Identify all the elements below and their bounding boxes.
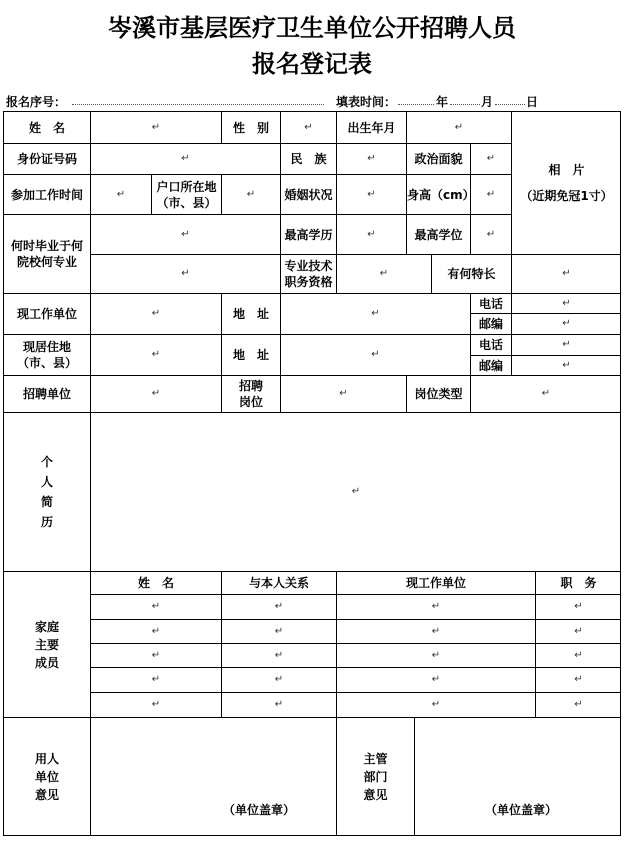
year-label: 年: [436, 95, 449, 109]
family-relation-header: 与本人关系: [221, 571, 336, 594]
form-subtitle: 报名登记表: [252, 50, 372, 78]
gender-label: 性 别: [221, 111, 280, 143]
work-start-field[interactable]: ↵: [90, 174, 151, 214]
post-type-field[interactable]: ↵: [470, 375, 621, 412]
family-member-unit-field[interactable]: ↵: [336, 692, 535, 717]
residence-postcode-field[interactable]: ↵: [511, 355, 621, 375]
family-member-relation-field[interactable]: ↵: [221, 643, 336, 667]
family-member-relation-field[interactable]: ↵: [221, 692, 336, 717]
employer-seal-label: （单位盖章）: [223, 803, 296, 817]
hukou-field[interactable]: ↵: [221, 174, 280, 214]
family-member-name-field[interactable]: ↵: [90, 667, 221, 692]
authority-opinion-field[interactable]: [414, 717, 621, 836]
family-member-relation-field[interactable]: ↵: [221, 619, 336, 643]
gender-field[interactable]: ↵: [280, 111, 336, 143]
name-field[interactable]: ↵: [90, 111, 221, 143]
family-member-unit-field[interactable]: ↵: [336, 594, 535, 619]
work-start-label: 参加工作时间: [3, 174, 90, 214]
ethnicity-field[interactable]: ↵: [336, 143, 406, 174]
photo-box[interactable]: [511, 111, 621, 254]
residence-phone-field[interactable]: ↵: [511, 334, 621, 355]
month-label: 月: [481, 95, 494, 109]
form-title: 岑溪市基层医疗卫生单位公开招聘人员: [108, 14, 516, 42]
recruit-unit-field[interactable]: ↵: [90, 375, 221, 412]
family-member-name-field[interactable]: ↵: [90, 594, 221, 619]
family-member-duty-field[interactable]: ↵: [535, 692, 621, 717]
authority-seal-label: （单位盖章）: [485, 803, 558, 817]
fill-time-day-field[interactable]: [495, 104, 525, 105]
degree-field[interactable]: ↵: [470, 214, 511, 254]
day-label: 日: [526, 95, 539, 109]
family-name-header: 姓 名: [90, 571, 221, 594]
tech-title-field[interactable]: ↵: [336, 254, 431, 293]
residence-field[interactable]: ↵: [90, 334, 221, 375]
authority-opinion-label: 主管部门意见: [336, 717, 414, 836]
serial-field[interactable]: [72, 104, 324, 105]
residence-label: 现居住地 （市、县）: [3, 334, 90, 375]
ethnicity-label: 民 族: [280, 143, 336, 174]
unit-postcode-field[interactable]: ↵: [511, 313, 621, 334]
residence-address-label: 地 址: [221, 334, 280, 375]
unit-address-field[interactable]: ↵: [280, 293, 470, 334]
post-type-label: 岗位类型: [406, 375, 470, 412]
photo-label: 相 片: [548, 163, 585, 177]
current-unit-label: 现工作单位: [3, 293, 90, 334]
employer-opinion-field[interactable]: [90, 717, 336, 836]
birth-field[interactable]: ↵: [406, 111, 511, 143]
education-label: 最高学历: [280, 214, 336, 254]
fill-time-month-field[interactable]: [450, 104, 480, 105]
family-member-duty-field[interactable]: ↵: [535, 667, 621, 692]
employer-opinion-label: 用人单位意见: [3, 717, 90, 836]
education-field[interactable]: ↵: [336, 214, 406, 254]
fill-time-label: 填表时间：: [336, 95, 397, 109]
recruit-post-label: 招聘 岗位: [221, 375, 280, 412]
graduation-major-field[interactable]: ↵: [90, 254, 280, 293]
family-member-unit-field[interactable]: ↵: [336, 643, 535, 667]
hukou-label: 户口所在地 （市、县）: [151, 174, 221, 214]
id-number-field[interactable]: ↵: [90, 143, 280, 174]
political-label: 政治面貌: [406, 143, 470, 174]
family-unit-header: 现工作单位: [336, 571, 535, 594]
family-member-unit-field[interactable]: ↵: [336, 667, 535, 692]
family-member-unit-field[interactable]: ↵: [336, 619, 535, 643]
recruit-unit-label: 招聘单位: [3, 375, 90, 412]
family-member-duty-field[interactable]: ↵: [535, 643, 621, 667]
graduation-school-field[interactable]: ↵: [90, 214, 280, 254]
recruit-post-field[interactable]: ↵: [280, 375, 406, 412]
unit-postcode-label: 邮编: [470, 313, 511, 334]
family-member-duty-field[interactable]: ↵: [535, 594, 621, 619]
residence-phone-label: 电话: [470, 334, 511, 355]
unit-address-label: 地 址: [221, 293, 280, 334]
residence-address-field[interactable]: ↵: [280, 334, 470, 375]
height-label: 身高（cm）: [406, 174, 470, 214]
marriage-field[interactable]: ↵: [336, 174, 406, 214]
family-duty-header: 职 务: [535, 571, 621, 594]
resume-label: 个人简历: [3, 412, 90, 571]
family-member-name-field[interactable]: ↵: [90, 692, 221, 717]
unit-phone-field[interactable]: ↵: [511, 293, 621, 313]
family-member-relation-field[interactable]: ↵: [221, 667, 336, 692]
unit-phone-label: 电话: [470, 293, 511, 313]
family-member-relation-field[interactable]: ↵: [221, 594, 336, 619]
residence-postcode-label: 邮编: [470, 355, 511, 375]
family-member-name-field[interactable]: ↵: [90, 619, 221, 643]
birth-label: 出生年月: [336, 111, 406, 143]
marriage-label: 婚姻状况: [280, 174, 336, 214]
family-member-name-field[interactable]: ↵: [90, 643, 221, 667]
political-field[interactable]: ↵: [470, 143, 511, 174]
tech-title-label: 专业技术 职务资格: [280, 254, 336, 293]
id-number-label: 身份证号码: [3, 143, 90, 174]
degree-label: 最高学位: [406, 214, 470, 254]
current-unit-field[interactable]: ↵: [90, 293, 221, 334]
serial-label: 报名序号：: [6, 95, 67, 109]
family-member-duty-field[interactable]: ↵: [535, 619, 621, 643]
specialty-field[interactable]: ↵: [511, 254, 621, 293]
graduation-label: 何时毕业于何 院校何专业: [3, 214, 90, 293]
specialty-label: 有何特长: [431, 254, 511, 293]
name-label: 姓 名: [3, 111, 90, 143]
family-label: 家庭主要成员: [3, 571, 90, 717]
height-field[interactable]: ↵: [470, 174, 511, 214]
photo-note: （近期免冠1寸）: [520, 189, 613, 203]
fill-time-year-field[interactable]: [398, 104, 434, 105]
resume-field[interactable]: ↵: [90, 412, 621, 571]
